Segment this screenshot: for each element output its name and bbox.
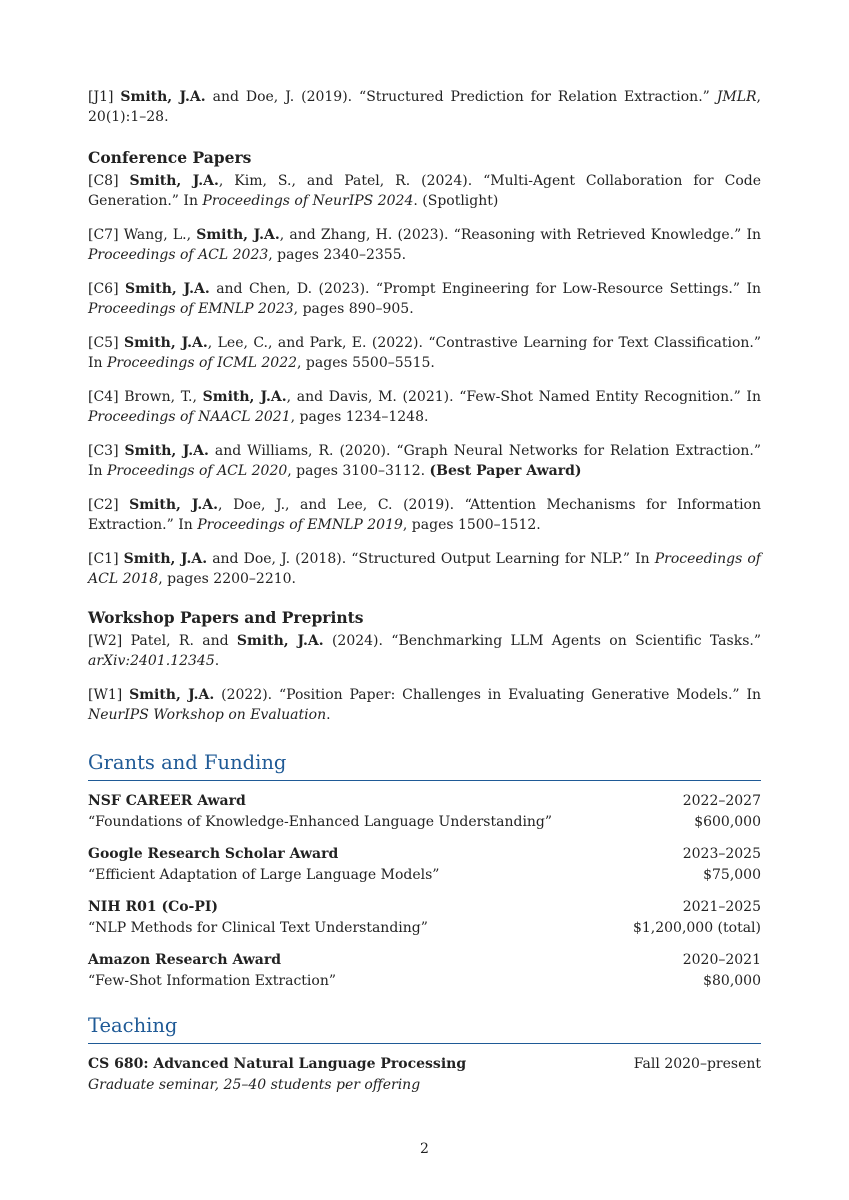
grant-amount: $600,000 [694,813,761,830]
conference-paper: [C7] Wang, L., Smith, J.A., and Zhang, H. (2023). “Reasoning with Retrieved Knowledge.” In Proceedings of ACL 2023, pages 2340–2355. [88,227,761,263]
page-number: 2 [420,1141,429,1157]
page-content [88,88,761,1107]
grant-project: “NLP Methods for Clinical Text Understanding” [88,919,428,936]
course-description: Graduate seminar, 25–40 students per offering [88,1076,421,1093]
conference-paper: [C4] Brown, T., Smith, J.A., and Davis, M. (2021). “Few-Shot Named Entity Recognition.” In Proceedings of NAACL 2021, pages 1234–1248. [88,389,761,425]
grant-years: 2020–2021 [682,952,761,968]
grant-project: “Few-Shot Information Extraction” [88,972,337,989]
grant-years: 2023–2025 [682,846,761,862]
journal-paper: [J1] Smith, J.A. and Doe, J. (2019). “Structured Prediction for Relation Extraction.” JMLR, 20(1):1–28. [88,89,761,125]
grant-amount: $1,200,000 (total) [632,919,761,936]
conference-paper: [C8] Smith, J.A., Kim, S., and Patel, R. (2024). “Multi-Agent Collaboration for Code Generation.” In Proceedings of NeurIPS 2024. (Spotlight) [88,173,761,209]
conference-paper: [C3] Smith, J.A. and Williams, R. (2020). “Graph Neural Networks for Relation Extraction.” In Proceedings of ACL 2020, pages 3100–3112. (Best Paper Award) [88,443,761,479]
grant-entry [88,897,761,938]
grant-project: “Efficient Adaptation of Large Language Models” [88,866,440,883]
grant-years: 2022–2027 [682,793,761,809]
grant-amount: $80,000 [703,972,761,989]
conference-paper: [C5] Smith, J.A., Lee, C., and Park, E. (2022). “Contrastive Learning for Text Classification.” In Proceedings of ICML 2022, pages 5500–5515. [88,335,761,371]
teaching-entry [88,1054,761,1095]
grant-name: Google Research Scholar Award [88,846,339,862]
grant-name: NIH R01 (Co-PI) [88,899,219,915]
conference-paper: [C1] Smith, J.A. and Doe, J. (2018). “Structured Output Learning for NLP.” In Proceedings of ACL 2018, pages 2200–2210. [88,551,761,587]
grant-name: NSF CAREER Award [88,793,246,809]
conference-paper: [C2] Smith, J.A., Doe, J., and Lee, C. (2019). “Attention Mechanisms for Information Extraction.” In Proceedings of EMNLP 2019, pages 1500–1512. [88,497,761,533]
grant-project: “Foundations of Knowledge-Enhanced Language Understanding” [88,813,553,830]
teaching-section-title: Teaching [88,1014,761,1044]
grant-entry [88,791,761,832]
workshop-papers-heading: Workshop Papers and Preprints [88,608,364,627]
grant-years: 2021–2025 [682,899,761,915]
course-title: CS 680: Advanced Natural Language Processing [88,1056,467,1072]
conference-papers-heading: Conference Papers [88,148,252,167]
workshop-paper: [W1] Smith, J.A. (2022). “Position Paper: Challenges in Evaluating Generative Models.” In NeurIPS Workshop on Evaluation. [88,687,761,723]
grant-entry [88,950,761,991]
grant-name: Amazon Research Award [88,952,282,968]
course-term: Fall 2020–present [633,1056,761,1072]
award-label: (Best Paper Award) [429,462,582,479]
grants-section-title: Grants and Funding [88,751,761,781]
conference-paper: [C6] Smith, J.A. and Chen, D. (2023). “Prompt Engineering for Low-Resource Settings.” In Proceedings of EMNLP 2023, pages 890–905. [88,281,761,317]
grant-entry [88,844,761,885]
grant-amount: $75,000 [703,866,761,883]
workshop-paper: [W2] Patel, R. and Smith, J.A. (2024). “Benchmarking LLM Agents on Scientific Tasks.” arXiv:2401.12345. [88,633,761,669]
